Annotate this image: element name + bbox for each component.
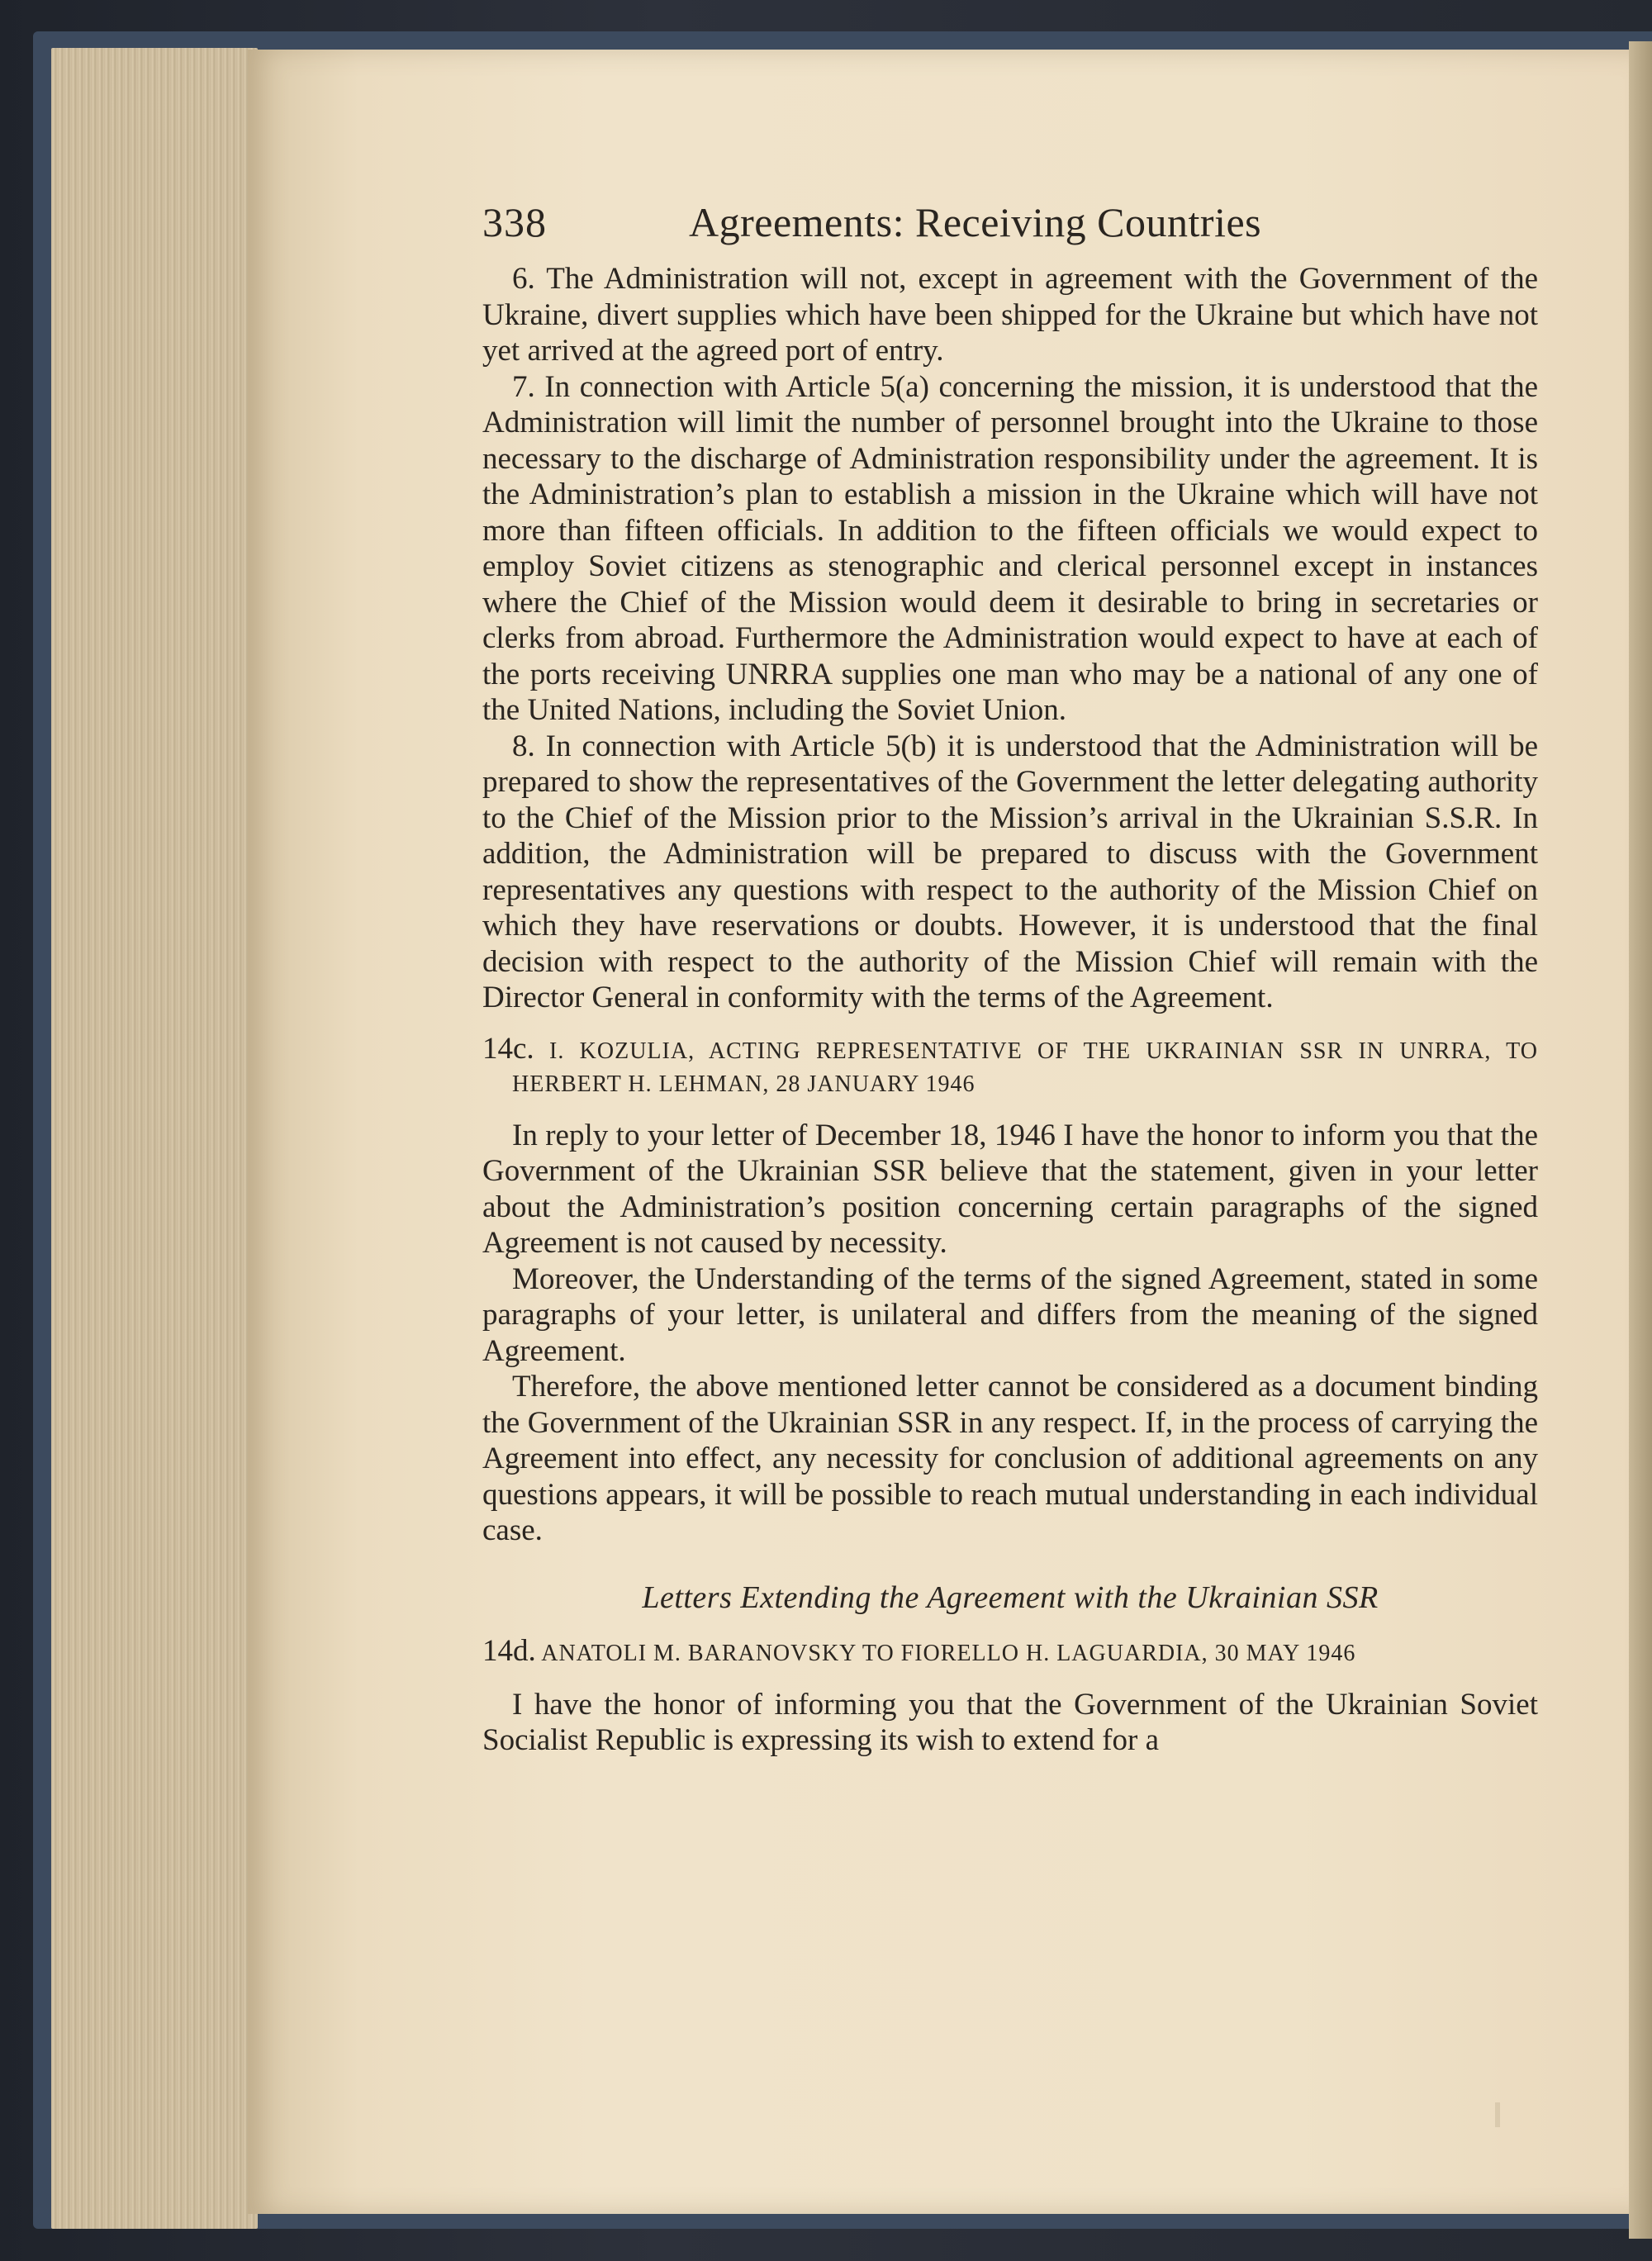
letter-14c-paragraph-1: In reply to your letter of December 18, 1946 I have the honor to inform you that the Government of the Ukrainian SSR believe that the statement, given in your letter about the Administration’s position concerning certain paragraphs of the signed Agreement is not caused by necessity. [482,1118,1538,1260]
paragraph-6: 6. The Administration will not, except in agreement with the Government of the Ukraine, divert supplies which have been shipped for the Ukraine but which have not yet arrived at the agreed port of entry. [482,262,1538,368]
page-text-block [482,199,1538,1759]
document-number-14d: 14d. [482,1633,536,1668]
page-block-edge [51,48,258,2229]
document-heading-14d [482,1635,1538,1670]
page-number: 338 [482,199,547,245]
running-head [482,199,1538,254]
document-title-14d: ANATOLI M. BARANOVSKY TO FIORELLO H. LAGUARDIA, 30 MAY 1946 [541,1640,1356,1666]
letter-14c-paragraph-2: Moreover, the Understanding of the terms of the signed Agreement, stated in some paragraphs of your letter, is unilateral and differs from the meaning of the signed Agreement. [482,1261,1538,1368]
paragraph-8: 8. In connection with Article 5(b) it is understood that the Administration will be prepared to show the representatives of the Government the letter delegating authority to the Chief of the Mission prior to the Mission’s arrival in the Ukrainian S.S.R. In addition, the Administration will be prepared to discuss with the Government representatives any questions with respect to the authority of the Mission Chief on which they have reservations or doubts. However, it is understood that the final decision with respect to the authority of the Mission Chief will remain with the Director General in conformity with the terms of the Agreement. [482,729,1538,1014]
paragraph-7: 7. In connection with Article 5(a) concerning the mission, it is understood that the Administration will limit the number of personnel brought into the Ukraine to those necessary to the discharge of Administration responsibility under the agreement. It is the Administration’s plan to establish a mission in the Ukraine which will have not more than fifteen officials. In addition to the fifteen officials we would expect to employ Soviet citizens as stenographic and clerical personnel except in instances where the Chief of the Mission would deem it desirable to bring in secretaries or clerks from abroad. Furthermore the Administration would expect to have at each of the ports receiving UNRRA supplies one man who may be a national of any one of the United Nations, including the Soviet Union. [482,369,1538,727]
document-heading-14c [482,1033,1538,1101]
letter-14c-paragraph-3: Therefore, the above mentioned letter cannot be considered as a document binding the Government of the Ukrainian SSR in any respect. If, in the process of carrying the Agreement into effect, any necessity for conclusion of additional agreements on any questions appears, it will be possible to reach mutual understanding in each individual case. [482,1370,1538,1547]
document-number-14c: 14c. [482,1031,534,1066]
facing-page-edge [1629,41,1652,2239]
paper-mark [1495,2102,1500,2127]
section-title: Letters Extending the Agreement with the Ukrainian SSR [642,1579,1379,1615]
letter-14d-paragraph-1: I have the honor of informing you that the Government of the Ukrainian Soviet Socialist Republic is expressing its wish to extend for a [482,1687,1538,1757]
document-title-14c: I. KOZULIA, ACTING REPRESENTATIVE OF THE UKRAINIAN SSR IN UNRRA, TO HERBERT H. LEHMAN, 28 JANUARY 1946 [512,1038,1538,1097]
running-head-title: Agreements: Receiving Countries [689,199,1262,245]
